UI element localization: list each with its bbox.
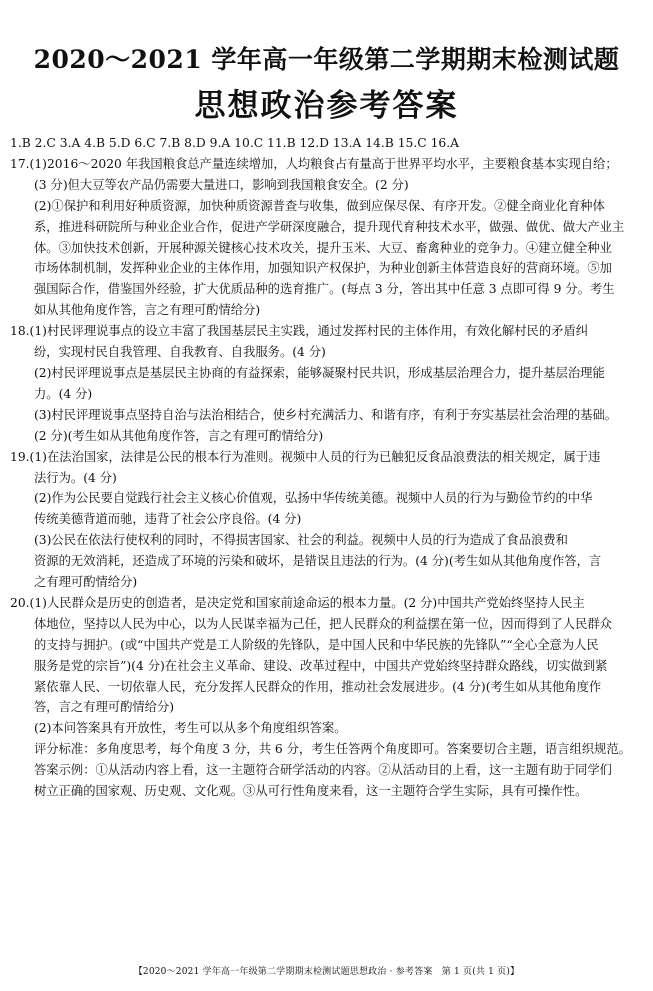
answer-line: 答，言之有理可酌情给分): [34, 700, 175, 715]
exam-title: 2020～2021 学年高一年级第二学期期末检测试题: [33, 45, 620, 74]
question-19: [10, 447, 636, 593]
answer-line: 评分标准：多角度思考，每个角度 3 分，共 6 分，考生任答两个角度即可。答案要切合主题，语言组织规范。: [34, 742, 631, 757]
answer-line: 的支持与拥护。(或“中国共产党是工人阶级的先锋队，是中国人民和中华民族的先锋队”“全心全意为人民: [34, 637, 599, 652]
answer-line: 市场体制机制，发挥种业企业的主体作用，加强知识产权保护，为种业创新主体营造良好的营商环境。⑤加: [34, 261, 612, 276]
multiple-choice-answers: 1.B 2.C 3.A 4.B 5.D 6.C 7.B 8.D 9.A 10.C 11.B 12.D 13.A 14.B 15.C 16.A: [10, 136, 460, 150]
answer-line: 紧依靠人民、一切依靠人民，充分发挥人民群众的作用，推动社会发展进步。(4 分)(考生如从其他角度作: [34, 679, 602, 694]
answer-line: 系，推进科研院所与种业企业合作，促进产学研深度融合，提升现代育种技术水平，做强、做优、做大产业主: [34, 219, 625, 234]
answer-line: 之有理可酌情给分): [34, 575, 138, 590]
answer-line: 法行为。(4 分): [34, 470, 117, 485]
answer-line: 20.(1)人民群众是历史的创造者，是决定党和国家前途命运的根本力量。(2 分)中国共产党始终坚持人民主: [10, 595, 585, 610]
answer-line: 答案示例：①从活动内容上看，这一主题符合研学活动的内容。②从活动目的上看，这一主题有助于同学们: [34, 763, 612, 778]
answer-line: 力。(4 分): [34, 386, 93, 401]
answer-line: 资源的无效消耗，还造成了环境的污染和破坏，是错误且违法的行为。(4 分)(考生如从其他角度作答，言: [34, 554, 602, 569]
answer-line: 体。③加快技术创新，开展种源关键核心技术攻关，提升玉米、大豆、畜禽种业的竞争力。④建立健全种业: [34, 240, 612, 255]
answer-line: (2 分)(考生如从其他角度作答，言之有理可酌情给分): [34, 428, 324, 443]
answer-line: 19.(1)在法治国家，法律是公民的根本行为准则。视频中人员的行为已触犯反食品浪费法的相关规定，属于违: [10, 449, 601, 464]
answer-line: 服务是党的宗旨”)(4 分)在社会主义革命、建设、改革过程中，中国共产党始终坚持群众路线，切实做到紧: [34, 658, 608, 673]
question-17: [10, 154, 636, 321]
answer-line: (2)本问答案具有开放性，考生可以从多个角度组织答案。: [34, 721, 347, 736]
answer-line: 17.(1)2016～2020 年我国粮食总产量连续增加，人均粮食占有量高于世界平均水平，主要粮食基本实现自给；: [10, 156, 618, 171]
answer-line: 树立正确的国家观、历史观、文化观。③从可行性角度来看，这一主题符合学生实际，具有可操作性。: [34, 784, 588, 799]
question-18: [10, 321, 636, 446]
answer-key-title: 思想政治参考答案: [194, 88, 459, 124]
answer-line: (2)①保护和利用好种质资源，加快种质资源普查与收集，做到应保尽保、有序开发。②健全商业化育种体: [34, 198, 605, 213]
answer-line: (3 分)但大豆等农产品仍需要大量进口，影响到我国粮食安全。(2 分): [34, 177, 409, 192]
answer-line: 18.(1)村民评理说事点的设立丰富了我国基层民主实践，通过发挥村民的主体作用，有效化解村民的矛盾纠: [10, 324, 589, 339]
answer-line: 纷，实现村民自我管理、自我教育、自我服务。(4 分): [34, 345, 326, 360]
answer-content: [10, 133, 636, 802]
answer-line: 如从其他角度作答，言之有理可酌情给分): [34, 303, 261, 318]
question-20: [10, 593, 636, 802]
answer-line: 传统美德背道而驰，违背了社会公序良俗。(4 分): [34, 512, 302, 527]
answer-line: (3)村民评理说事点坚持自治与法治相结合，使乡村充满活力、和谐有序，有利于夯实基层社会治理的基础。: [34, 407, 618, 422]
answer-line: 体地位，坚持以人民为中心，以为人民谋幸福为己任，把人民群众的利益摆在第一位，因而得到了人民群众: [34, 616, 612, 631]
page-footer: 【2020～2021 学年高一年级第二学期期末检测试题思想政治 · 参考答案 第 1 页(共 1 页)】: [133, 967, 520, 977]
answer-line: (3)公民在依法行使权利的同时，不得损害国家、社会的利益。视频中人员的行为造成了食品浪费和: [34, 533, 568, 548]
answer-line: (2)村民评理说事点是基层民主协商的有益探索，能够凝聚村民共识，形成基层治理合力，提升基层治理能: [34, 365, 605, 380]
answer-line: 强国际合作，借鉴国外经验，扩大优质品种的选育推广。(每点 3 分，答出其中任意 3 点即可得 9 分。考生: [34, 282, 615, 297]
answer-line: (2)作为公民要自觉践行社会主义核心价值观，弘扬中华传统美德。视频中人员的行为与勤俭节约的中华: [34, 491, 593, 506]
